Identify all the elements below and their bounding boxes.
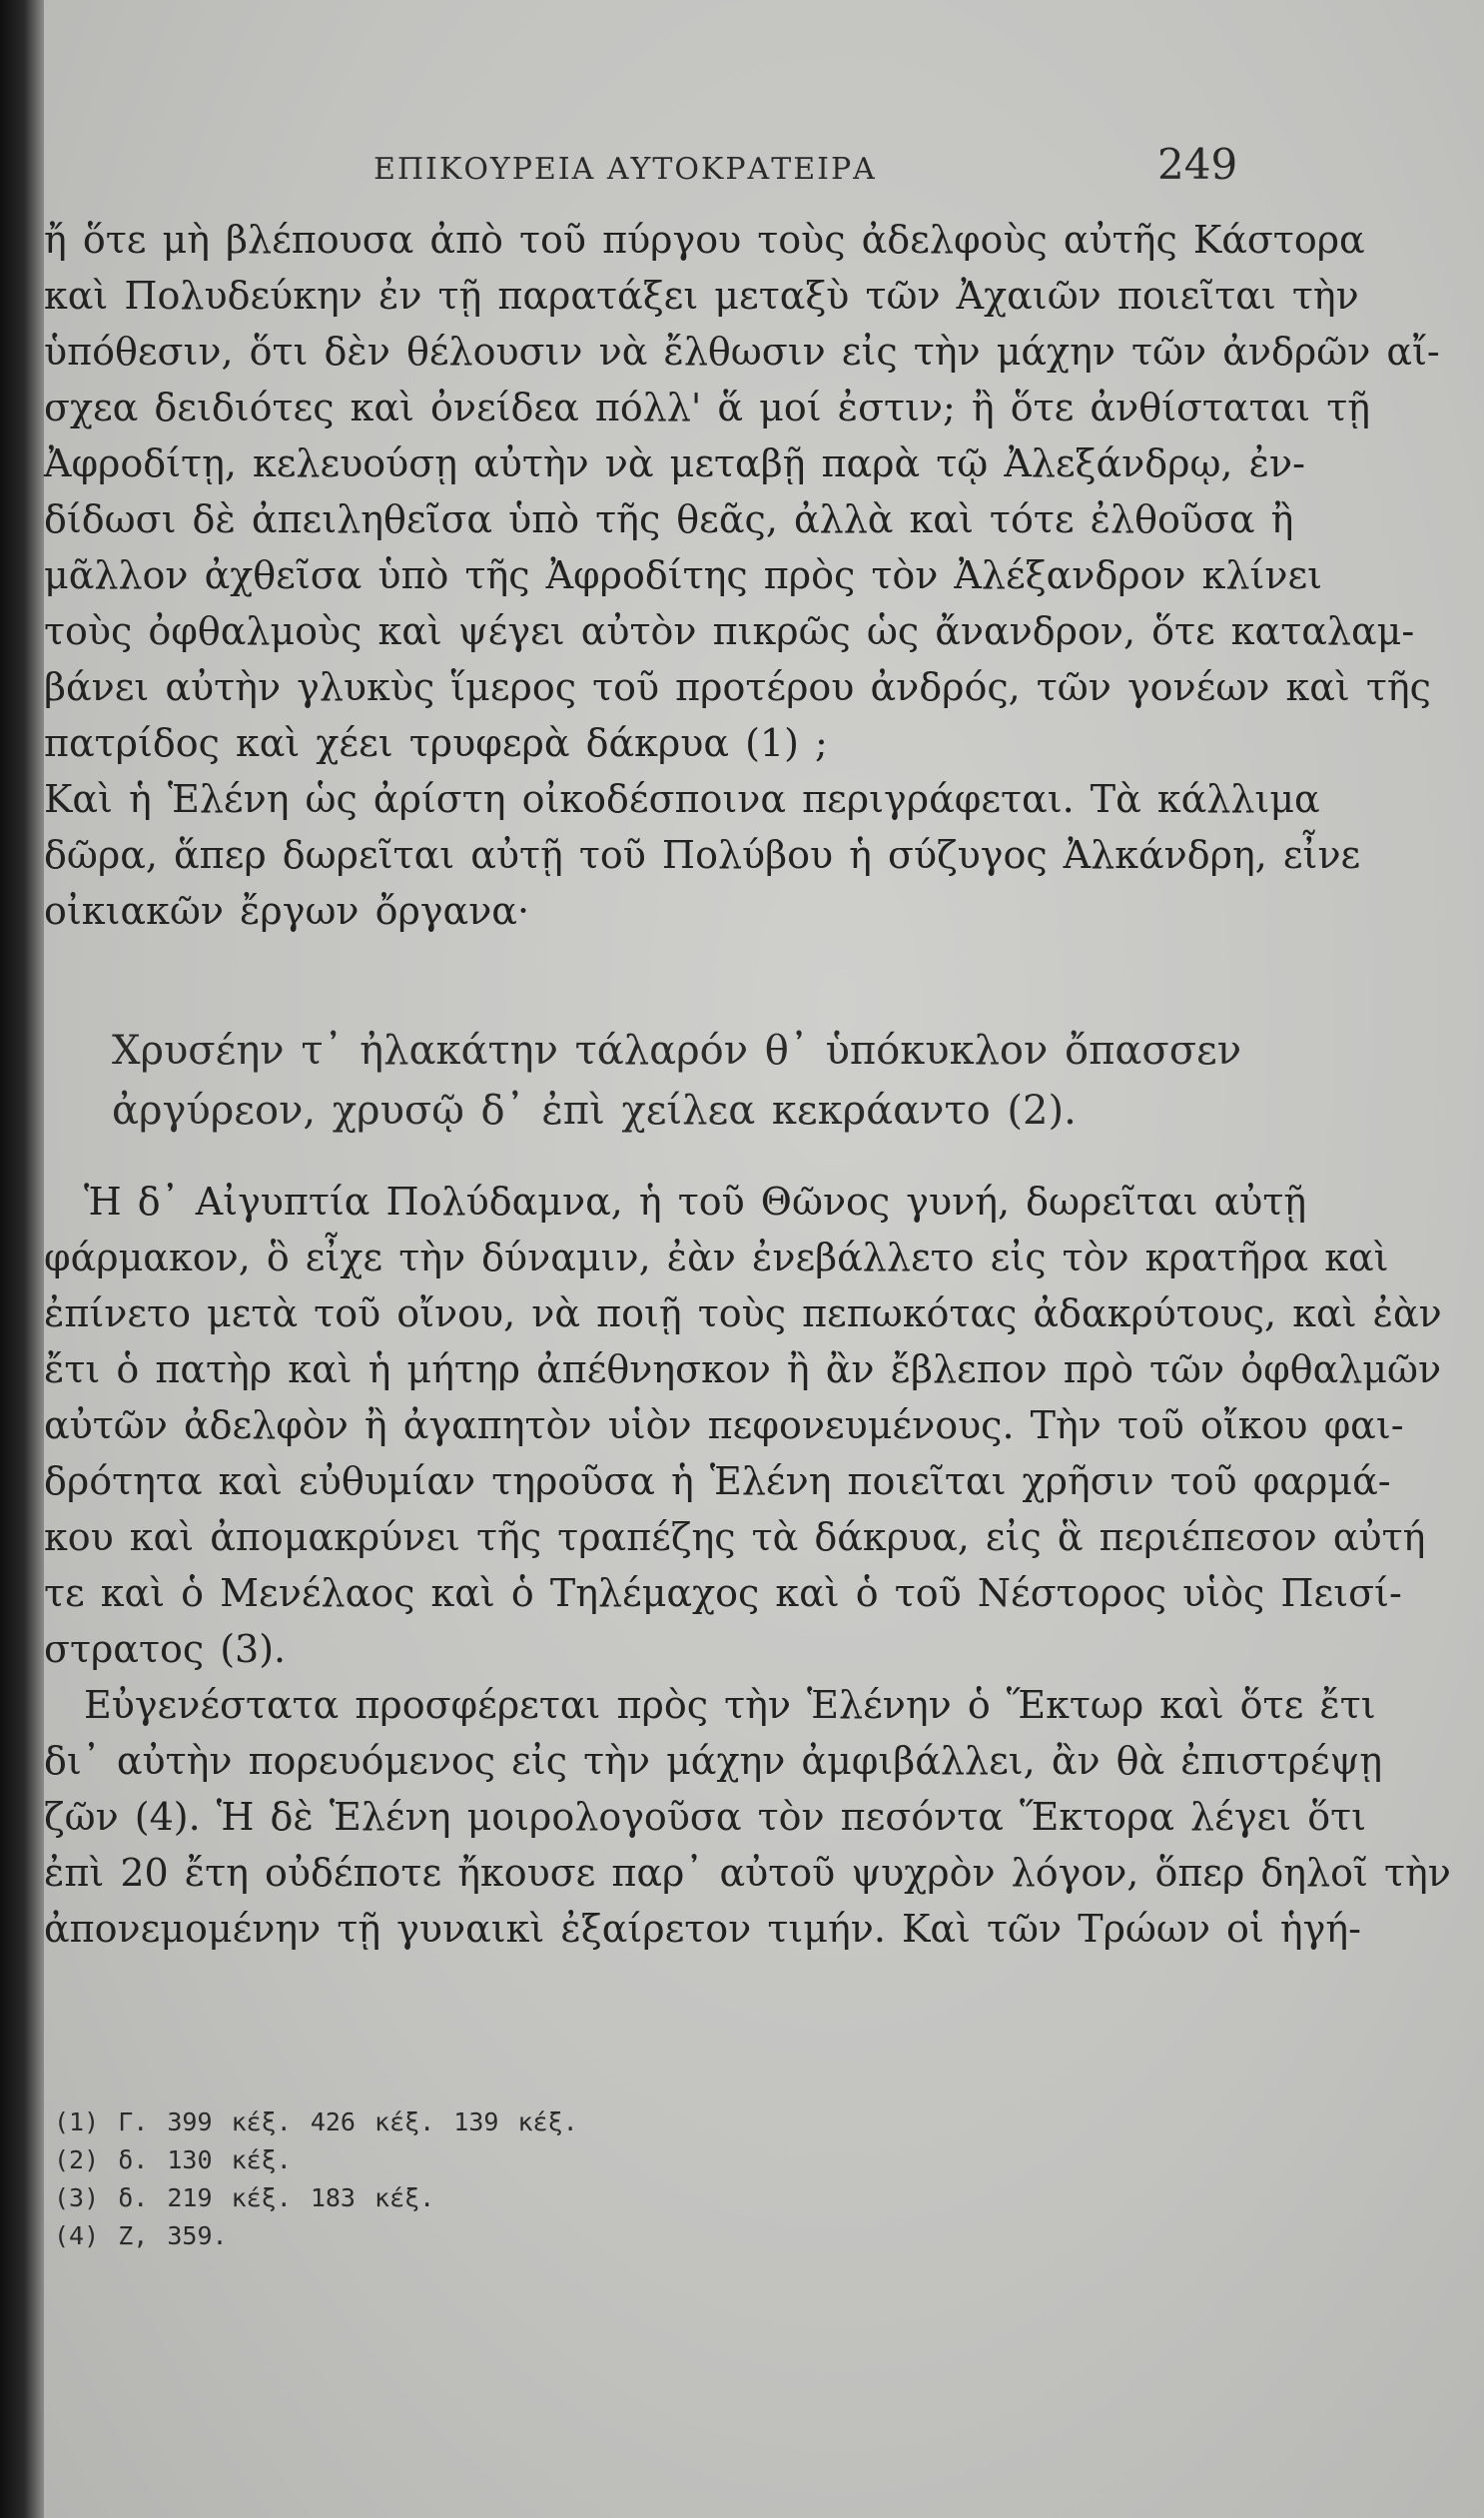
verse-line: Χρυσέην τ᾽ ἠλακάτην τάλαρόν θ᾽ ὑπόκυκλον ὄπασσεν	[112, 1028, 1242, 1074]
text-line: ἐπίνετο μετὰ τοῦ οἴνου, νὰ ποιῇ τοὺς πεπωκότας ἀδακρύτους, καὶ ἐὰν	[44, 1291, 1442, 1335]
book-spine-shadow	[0, 0, 44, 2518]
text-line: ἐπὶ 20 ἔτη οὐδέποτε ἤκουσε παρ᾽ αὐτοῦ ψυχρὸν λόγον, ὅπερ δηλοῖ τὴν	[44, 1851, 1451, 1895]
footnote: (4) Ζ, 359.	[54, 2221, 228, 2250]
text-line: Καὶ ἡ Ἑλένη ὡς ἀρίστη οἰκοδέσποινα περιγράφεται. Τὰ κάλλιμα	[44, 777, 1320, 821]
body-text-top	[44, 212, 1440, 939]
text-line: φάρμακον, ὃ εἶχε τὴν δύναμιν, ἐὰν ἐνεβάλλετο εἰς τὸν κρατῆρα καὶ	[44, 1236, 1389, 1279]
text-line: σχεα δειδιότες καὶ ὀνείδεα πόλλ' ἅ μοί ἐστιν; ἢ ὅτε ἀνθίσταται τῇ	[44, 386, 1371, 429]
text-line: Ἀφροδίτῃ, κελευούσῃ αὐτὴν νὰ μεταβῇ παρὰ τῷ Ἀλεξάνδρῳ, ἐν-	[44, 441, 1305, 485]
text-line: ἤ ὅτε μὴ βλέπουσα ἀπὸ τοῦ πύργου τοὺς ἀδελφοὺς αὐτῆς Κάστορα	[44, 218, 1365, 262]
book-page	[44, 0, 1484, 2518]
footnotes	[54, 2103, 1292, 2255]
page-header	[44, 140, 1484, 200]
page-number: 249	[1157, 140, 1238, 189]
text-line: ἔτι ὁ πατὴρ καὶ ἡ μήτηρ ἀπέθνησκον ἢ ἂν ἔβλεπον πρὸ τῶν ὀφθαλμῶν	[44, 1347, 1442, 1391]
text-line: στρατος (3).	[44, 1627, 287, 1671]
text-line: ζῶν (4). Ἡ δὲ Ἑλένη μοιρολογοῦσα τὸν πεσόντα Ἕκτορα λέγει ὅτι	[44, 1795, 1367, 1839]
text-line: τοὺς ὀφθαλμοὺς καὶ ψέγει αὐτὸν πικρῶς ὡς ἄνανδρον, ὅτε καταλαμ-	[44, 609, 1415, 653]
text-line: Εὐγενέστατα προσφέρεται πρὸς τὴν Ἑλένην ὁ Ἕκτωρ καὶ ὅτε ἔτι	[84, 1683, 1376, 1727]
verse-quotation	[112, 1021, 1350, 1141]
text-line: Ἡ δ᾽ Αἰγυπτία Πολύδαμνα, ἡ τοῦ Θῶνος γυνή, δωρεῖται αὐτῇ	[84, 1180, 1307, 1224]
body-text-bottom	[44, 1174, 1451, 1957]
text-line: αὐτῶν ἀδελφὸν ἢ ἀγαπητὸν υἱὸν πεφονευμένους. Τὴν τοῦ οἴκου φαι-	[44, 1403, 1404, 1447]
text-line: κου καὶ ἀπομακρύνει τῆς τραπέζης τὰ δάκρυα, εἰς ἃ περιέπεσον αὐτή	[44, 1515, 1426, 1559]
text-line: τε καὶ ὁ Μενέλαος καὶ ὁ Τηλέμαχος καὶ ὁ τοῦ Νέστορος υἱὸς Πεισί-	[44, 1571, 1402, 1615]
text-line: δῶρα, ἅπερ δωρεῖται αὐτῇ τοῦ Πολύβου ἡ σύζυγος Ἀλκάνδρη, εἶνε	[44, 833, 1361, 877]
text-line: δίδωσι δὲ ἀπειληθεῖσα ὑπὸ τῆς θεᾶς, ἀλλὰ καὶ τότε ἐλθοῦσα ἢ	[44, 497, 1294, 541]
footnote: (2) δ. 130 κέξ.	[54, 2145, 292, 2174]
text-line: μᾶλλον ἀχθεῖσα ὑπὸ τῆς Ἀφροδίτης πρὸς τὸν Ἀλέξανδρον κλίνει	[44, 553, 1323, 597]
text-line: ἀπονεμομένην τῇ γυναικὶ ἐξαίρετον τιμήν. Καὶ τῶν Τρώων οἱ ἡγή-	[44, 1907, 1362, 1951]
footnote: (1) Γ. 399 κέξ. 426 κέξ. 139 κέξ.	[54, 2107, 578, 2136]
footnote: (3) δ. 219 κέξ. 183 κέξ.	[54, 2183, 435, 2212]
text-line: δρότητα καὶ εὐθυμίαν τηροῦσα ἡ Ἑλένη ποιεῖται χρῆσιν τοῦ φαρμά-	[44, 1459, 1391, 1503]
running-title: ΕΠΙΚΟΥΡΕΙΑ ΑΥΤΟΚΡΑΤΕΙΡΑ	[373, 152, 877, 187]
text-line: καὶ Πολυδεύκην ἐν τῇ παρατάξει μεταξὺ τῶν Ἀχαιῶν ποιεῖται τὴν	[44, 274, 1359, 318]
text-line: πατρίδος καὶ χέει τρυφερὰ δάκρυα (1) ;	[44, 721, 828, 765]
verse-line: ἀργύρεον, χρυσῷ δ᾽ ἐπὶ χείλεα κεκράαντο (2).	[112, 1088, 1077, 1134]
text-line: βάνει αὐτὴν γλυκὺς ἵμερος τοῦ προτέρου ἀνδρός, τῶν γονέων καὶ τῆς	[44, 665, 1431, 709]
text-line: ὑπόθεσιν, ὅτι δὲν θέλουσιν νὰ ἔλθωσιν εἰς τὴν μάχην τῶν ἀνδρῶν αἴ-	[44, 330, 1440, 374]
text-line: δι᾽ αὐτὴν πορευόμενος εἰς τὴν μάχην ἀμφιβάλλει, ἂν θὰ ἐπιστρέψῃ	[44, 1739, 1383, 1783]
text-line: οἰκιακῶν ἔργων ὄργανα·	[44, 889, 530, 933]
